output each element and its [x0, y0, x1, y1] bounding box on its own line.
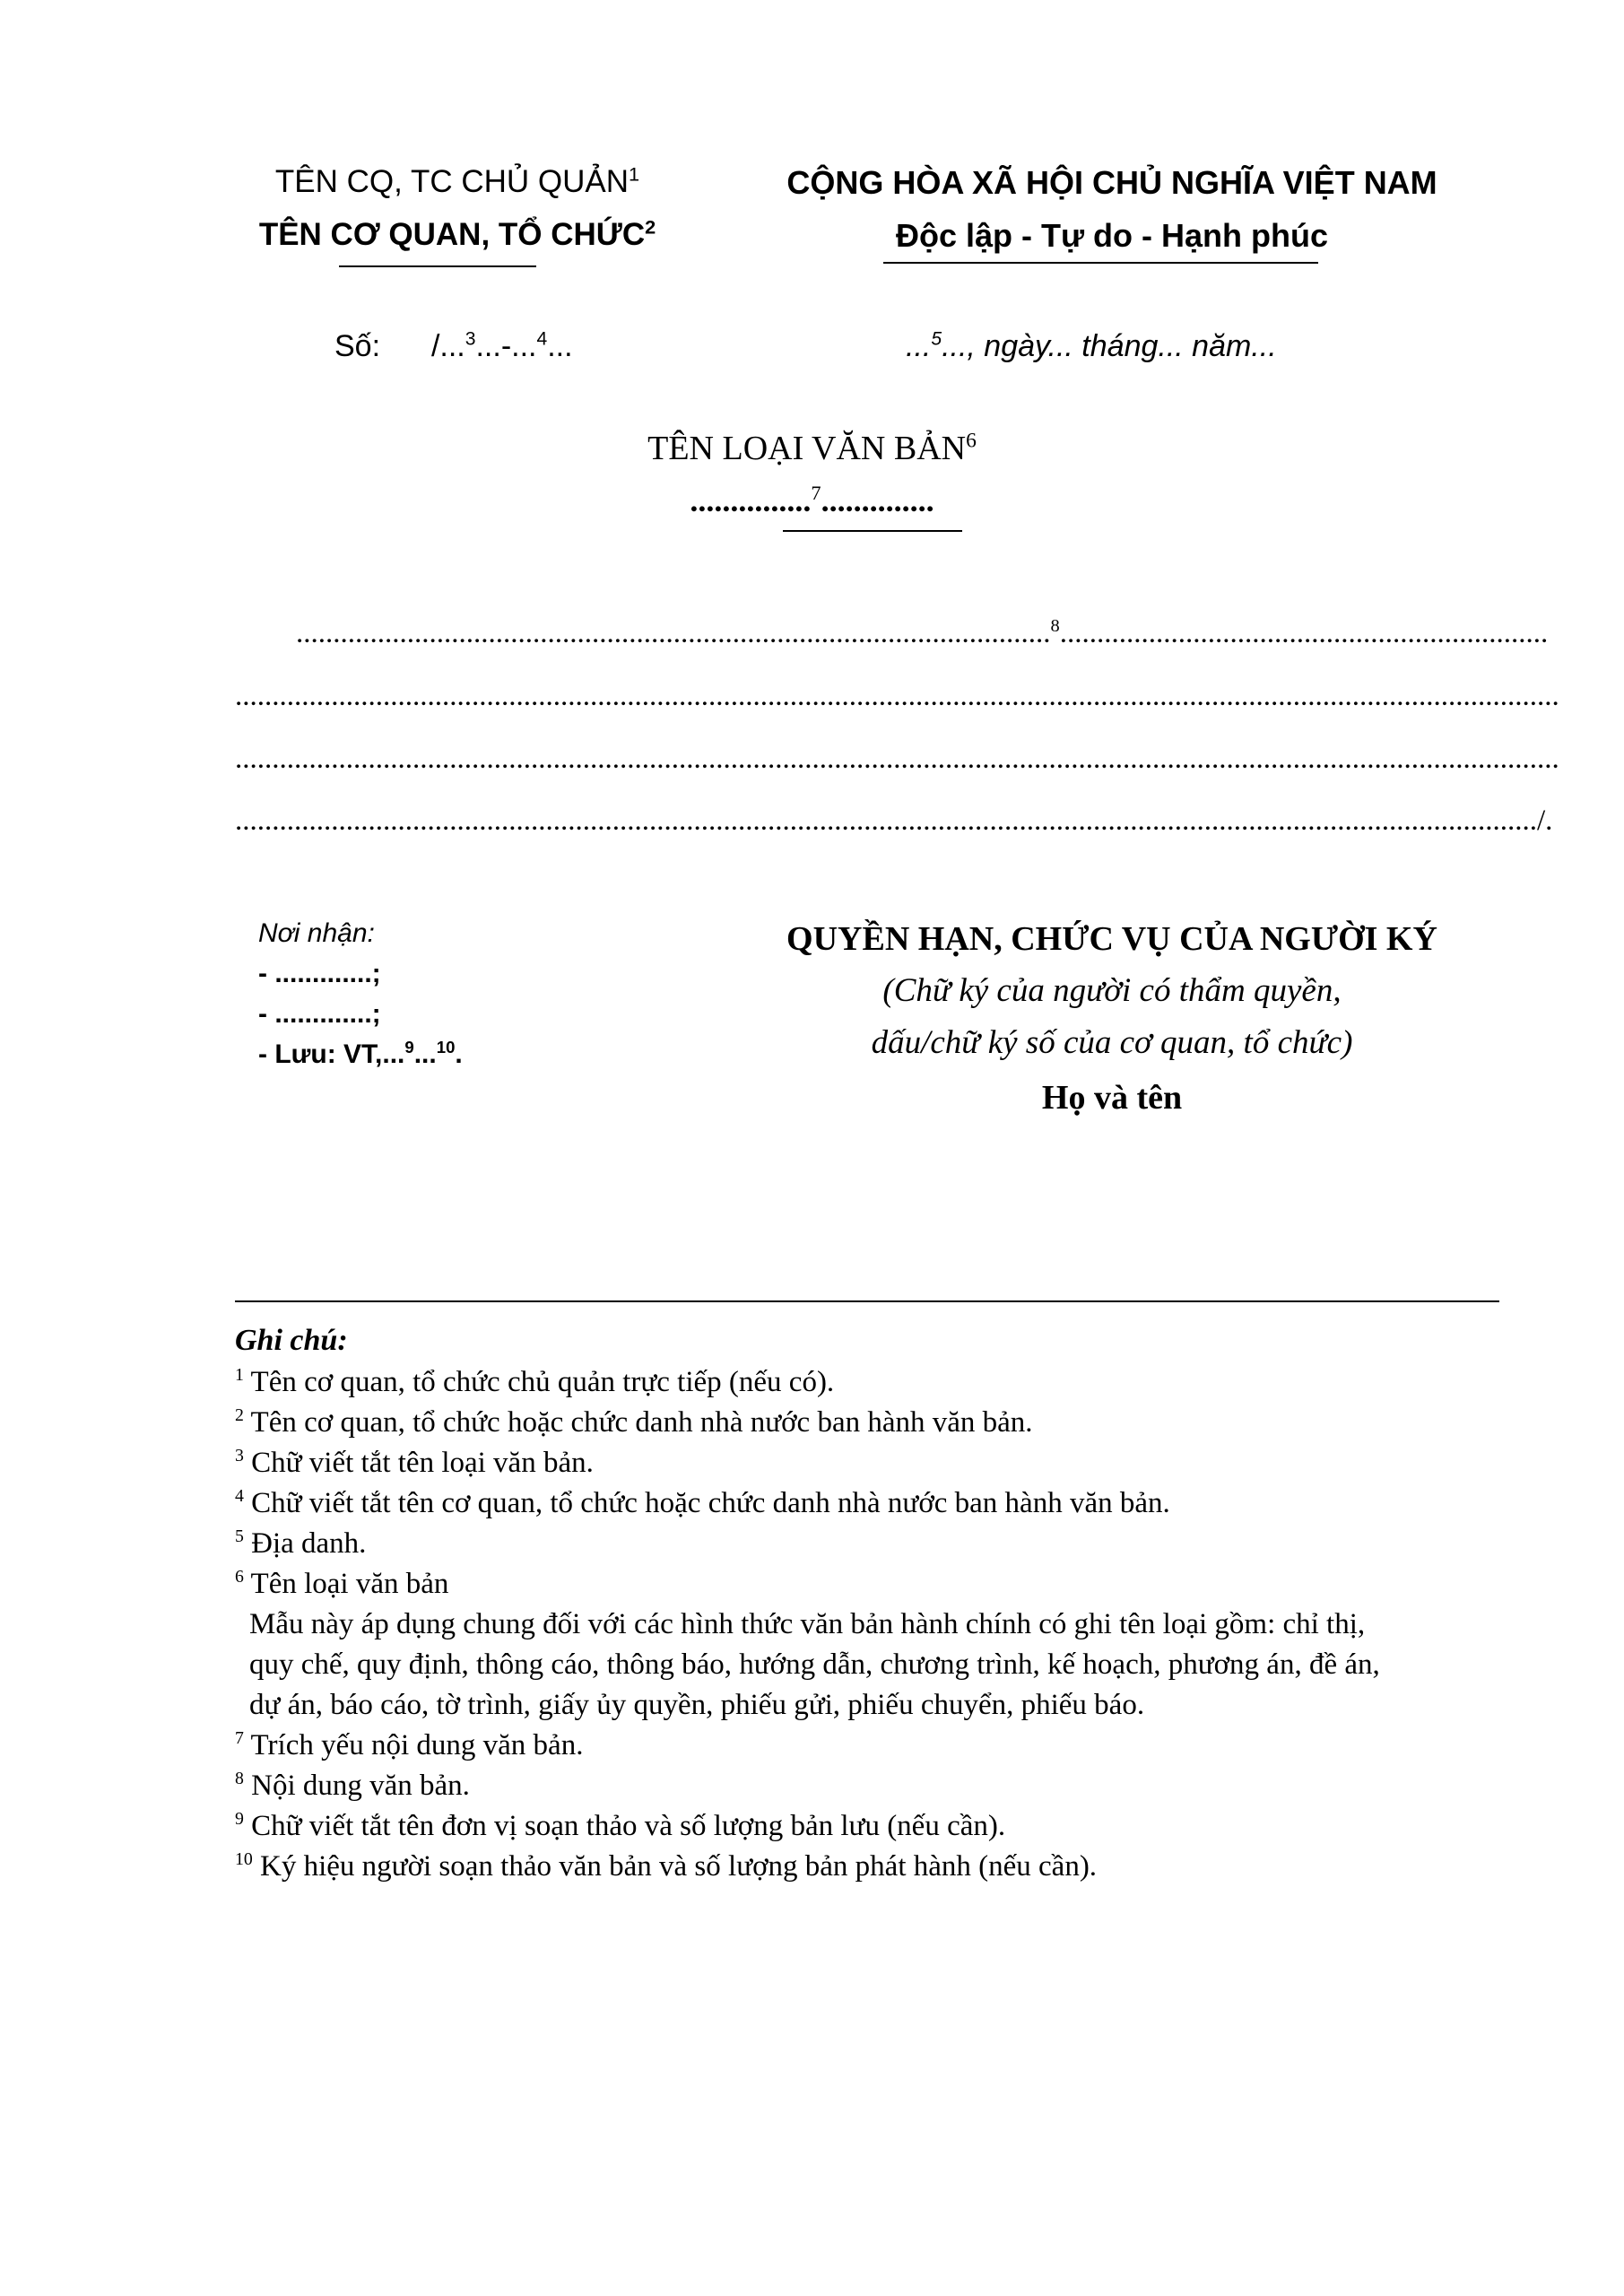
note-item	[235, 1729, 583, 1762]
note-item	[235, 1850, 1097, 1883]
note-number: 5	[235, 1526, 244, 1546]
note-number: 3	[235, 1446, 244, 1465]
document-summary	[0, 482, 1624, 519]
signature-block	[717, 913, 1507, 1126]
note-item	[235, 1527, 366, 1561]
note-number: 2	[235, 1405, 244, 1425]
content-line-3: ...................................................................................................................................................................................	[235, 743, 1559, 775]
note-item	[235, 1770, 470, 1803]
note-text: Tên cơ quan, tổ chức chủ quản trực tiếp (nếu có).	[243, 1366, 835, 1398]
recipients-label: Nơi nhận:	[258, 918, 375, 948]
content-line-2: ...................................................................................................................................................................................	[235, 680, 1559, 712]
note-text: Ký hiệu người soạn thảo văn bản và số lượng bản phát hành (nếu cần).	[252, 1850, 1098, 1883]
org-name-underline	[339, 265, 536, 267]
number-part3: ...	[547, 329, 573, 363]
archive-suffix: .	[455, 1039, 463, 1069]
national-title: CỘNG HÒA XÃ HỘI CHỦ NGHĨA VIỆT NAM	[786, 164, 1437, 201]
document-number	[334, 329, 573, 364]
footnote-ref-7: 7	[811, 482, 821, 504]
note-paragraph-line: dự án, báo cáo, tờ trình, giấy ủy quyền, phiếu gửi, phiếu chuyển, phiếu báo.	[249, 1689, 1145, 1721]
signer-authority: QUYỀN HẠN, CHỨC VỤ CỦA NGƯỜI KÝ	[786, 920, 1437, 958]
archive-prefix: - Lưu: VT,...	[258, 1039, 405, 1069]
note-text: Trích yếu nội dung văn bản.	[243, 1729, 584, 1761]
footnote-ref-6: 6	[966, 429, 977, 453]
note-number: 1	[235, 1365, 244, 1385]
recipient-item: - .............;	[258, 959, 381, 988]
note-text: Chữ viết tắt tên cơ quan, tổ chức hoặc chức danh nhà nước ban hành văn bản.	[243, 1487, 1170, 1519]
note-text: Tên loại văn bản	[243, 1568, 449, 1600]
archive-line	[258, 1034, 463, 1074]
note-number: 10	[235, 1849, 253, 1869]
footnote-ref-3: 3	[465, 328, 476, 350]
note-number: 9	[235, 1809, 244, 1829]
note-item	[235, 1487, 1170, 1520]
content-line-4: ................................................................................................................................................................................/.	[235, 804, 1553, 837]
date-text: ..., ngày... tháng... năm...	[942, 329, 1277, 363]
document-type-title	[0, 429, 1624, 468]
org-name	[206, 217, 708, 253]
footnote-ref-4: 4	[536, 328, 548, 350]
number-part1: /...	[430, 329, 465, 363]
footnote-ref-2: 2	[645, 215, 656, 239]
document-type-text: TÊN LOẠI VĂN BẢN	[647, 430, 967, 467]
note-text: Nội dung văn bản.	[243, 1770, 470, 1802]
notes-heading: Ghi chú:	[235, 1324, 348, 1357]
number-label: Số:	[334, 329, 381, 363]
note-item	[235, 1366, 834, 1399]
footnote-ref-1: 1	[629, 162, 640, 186]
note-item	[235, 1810, 1005, 1843]
signature-instruction-2: dấu/chữ ký số của cơ quan, tổ chức)	[871, 1024, 1353, 1061]
place-prefix: ...	[906, 329, 932, 363]
number-part2: ...-...	[475, 329, 537, 363]
parent-org-text: TÊN CQ, TC CHỦ QUẢN	[274, 164, 630, 199]
footnote-ref-8: 8	[1050, 616, 1060, 636]
note-paragraph-line: quy chế, quy định, thông cáo, thông báo, hướng dẫn, chương trình, kế hoạch, phương án, đề án,	[249, 1648, 1380, 1681]
recipients-block	[258, 913, 463, 1074]
motto-underline	[883, 262, 1318, 264]
note-number: 4	[235, 1486, 244, 1506]
footnote-ref-10: 10	[436, 1038, 456, 1057]
signature-instruction-1: (Chữ ký của người có thẩm quyền,	[882, 972, 1342, 1009]
note-item	[235, 1406, 1033, 1439]
content-line-1-right: ..................................................................	[1059, 617, 1549, 649]
footnote-ref-9: 9	[404, 1038, 414, 1057]
note-number: 7	[235, 1728, 244, 1748]
recipient-item: - .............;	[258, 999, 381, 1029]
signer-name: Họ và tên	[1041, 1079, 1183, 1117]
place-date	[906, 329, 1277, 364]
note-text: Chữ viết tắt tên đơn vị soạn thảo và số lượng bản lưu (nếu cần).	[243, 1810, 1006, 1842]
note-number: 6	[235, 1567, 244, 1587]
note-item	[235, 1568, 448, 1601]
archive-mid: ...	[413, 1039, 437, 1069]
notes-separator	[235, 1300, 1499, 1302]
note-paragraph-line: Mẫu này áp dụng chung đối với các hình thức văn bản hành chính có ghi tên loại gồm: chỉ thị,	[249, 1608, 1366, 1640]
note-number: 8	[235, 1769, 244, 1788]
motto: Độc lập - Tự do - Hạnh phúc	[895, 217, 1329, 254]
parent-org	[206, 164, 708, 200]
content-line-1-left: ......................................................................................................	[296, 617, 1051, 649]
content-line-1	[296, 616, 1549, 650]
note-text: Tên cơ quan, tổ chức hoặc chức danh nhà nước ban hành văn bản.	[243, 1406, 1033, 1439]
note-item	[235, 1447, 594, 1480]
note-text: Chữ viết tắt tên loại văn bản.	[243, 1447, 594, 1479]
note-text: Địa danh.	[243, 1527, 367, 1560]
footnote-ref-5: 5	[931, 328, 942, 350]
summary-left-dots: ...............	[690, 483, 812, 518]
summary-right-dots: ..............	[821, 483, 934, 518]
org-name-text: TÊN CƠ QUAN, TỔ CHỨC	[258, 217, 646, 252]
summary-underline	[783, 530, 962, 532]
